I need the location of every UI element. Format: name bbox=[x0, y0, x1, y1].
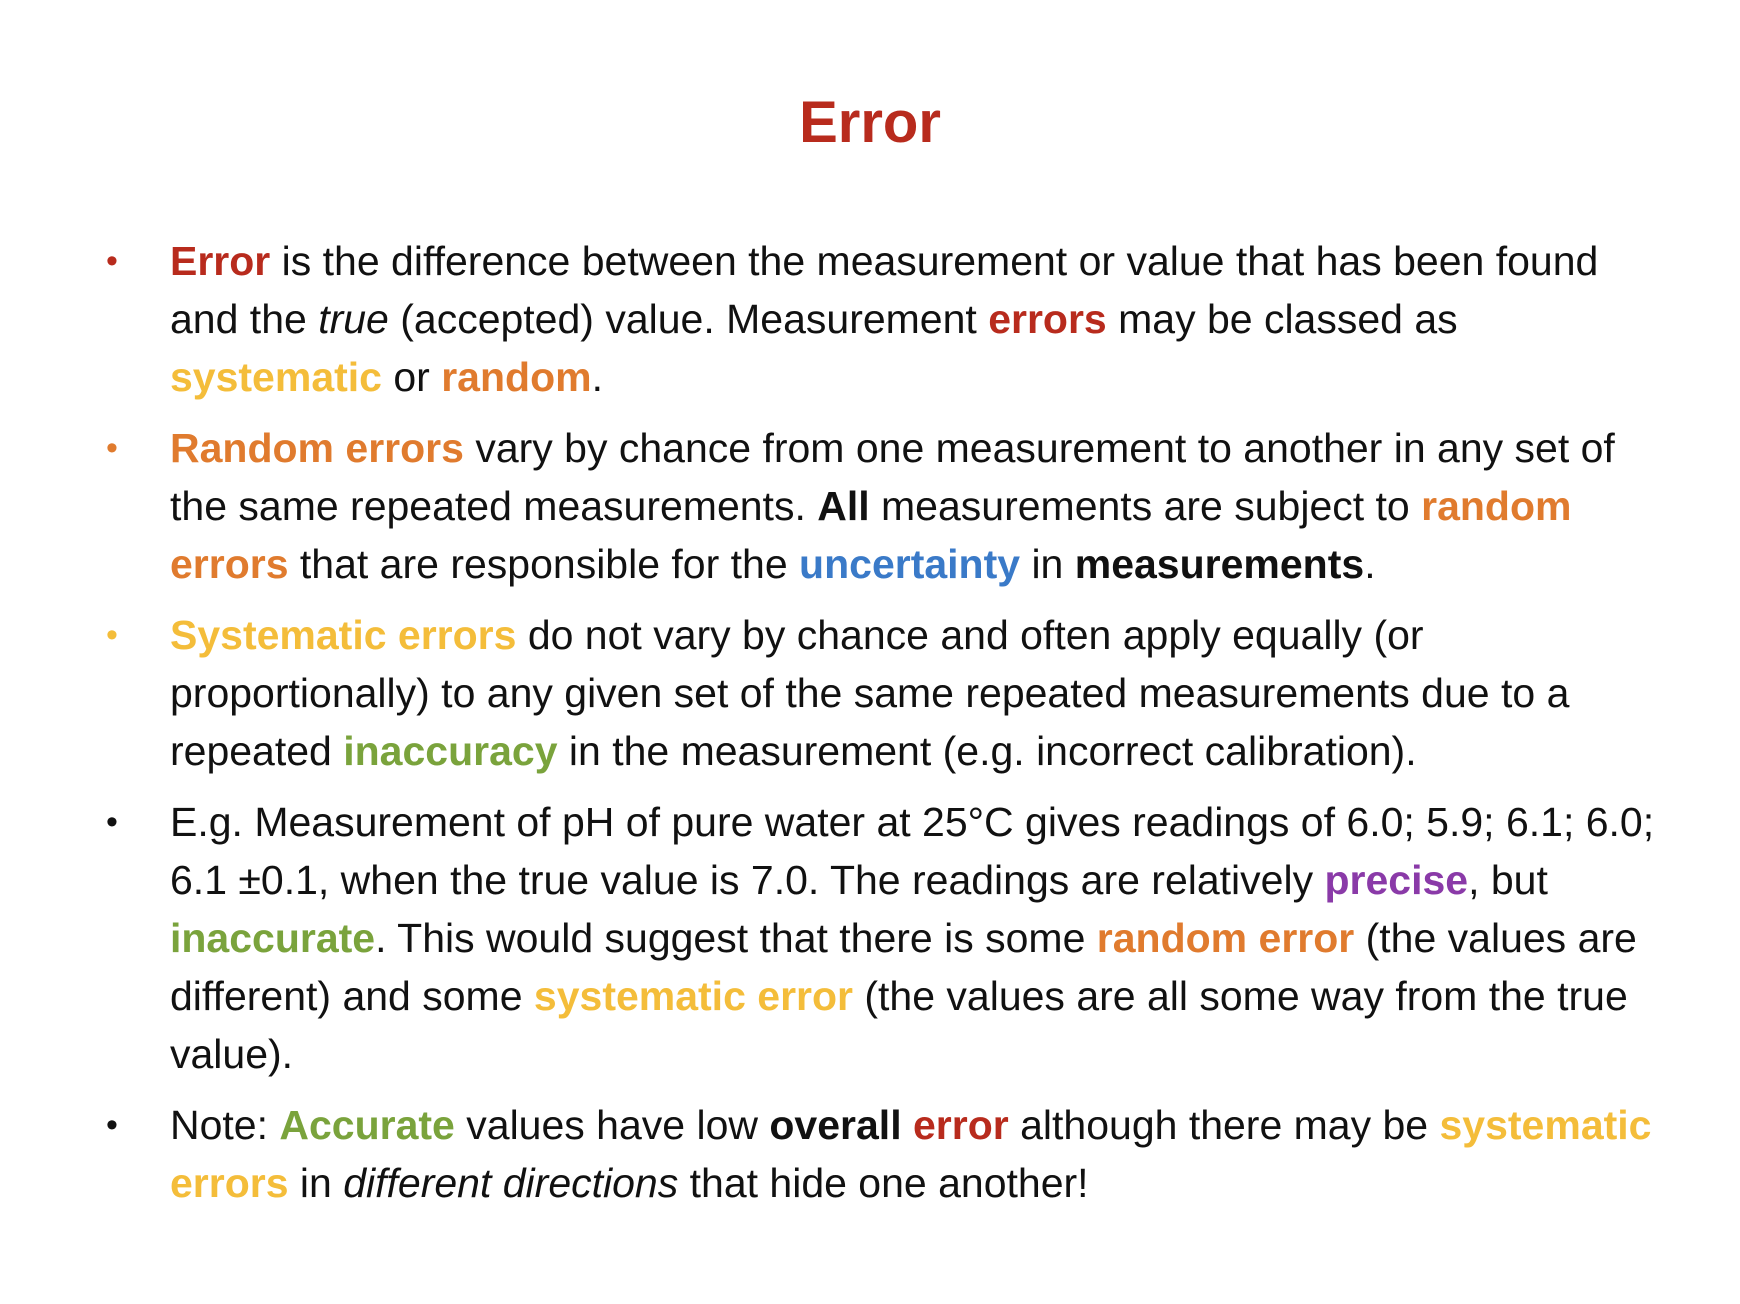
bullet-marker-icon: • bbox=[106, 616, 118, 654]
bullet-list bbox=[100, 232, 1660, 1225]
bullet-text-run: systematic errors bbox=[170, 1102, 1652, 1206]
bullet-text-run: random errors bbox=[170, 483, 1572, 587]
bullet-text-run: inaccuracy bbox=[343, 728, 558, 774]
bullet-text-run: may be classed as bbox=[1106, 296, 1458, 342]
bullet-text-run: . bbox=[591, 354, 603, 400]
bullet-text-run: uncertainty bbox=[799, 541, 1021, 587]
bullet-text-run: random error bbox=[1096, 915, 1355, 961]
bullet-text-run: . bbox=[1364, 541, 1376, 587]
bullet-item bbox=[100, 793, 1660, 1083]
bullet-text-run: overall bbox=[769, 1102, 902, 1148]
bullet-marker-icon: • bbox=[106, 803, 118, 841]
bullet-text-run: precise bbox=[1324, 857, 1469, 903]
bullet-text-run: All bbox=[817, 483, 870, 529]
bullet-marker-icon: • bbox=[106, 1106, 118, 1144]
bullet-text-run: random bbox=[441, 354, 592, 400]
bullet-text-run: E.g. Measurement of pH of pure water at 25°C gives readings of 6.0; 5.9; 6.1; 6.0; 6.1 ±0.1, when the true value is 7.0. The readings are relatively bbox=[170, 799, 1655, 903]
bullet-text-run: (the values are different) and some bbox=[170, 915, 1637, 1019]
slide-title: Error bbox=[799, 90, 941, 155]
bullet-text-run: in the measurement (e.g. incorrect calibration). bbox=[557, 728, 1417, 774]
bullet-text-run: (the values are all some way from the true value). bbox=[170, 973, 1628, 1077]
bullet-text-run: that hide one another! bbox=[678, 1160, 1089, 1206]
bullet-text-run: Note: bbox=[170, 1102, 280, 1148]
bullet-text-run: measurements bbox=[1074, 541, 1365, 587]
bullet-text-run: systematic error bbox=[533, 973, 853, 1019]
bullet-text-run: is the difference between the measurement or value that has been found and the bbox=[170, 238, 1599, 342]
bullet-item bbox=[100, 606, 1660, 780]
bullet-item bbox=[100, 1096, 1660, 1212]
bullet-item bbox=[100, 232, 1660, 406]
bullet-marker-icon: • bbox=[106, 429, 118, 467]
bullet-text-run: do not vary by chance and often apply equally (or proportionally) to any given set of the same repeated measurements due to a repeated bbox=[170, 612, 1570, 774]
bullet-text-run: Accurate bbox=[279, 1102, 455, 1148]
bullet-text-run: in bbox=[1020, 541, 1075, 587]
bullet-text-run: or bbox=[381, 354, 442, 400]
bullet-text-run: values have low bbox=[454, 1102, 770, 1148]
bullet-text-run: vary by chance from one measurement to another in any set of the same repeated measurements. bbox=[170, 425, 1615, 529]
bullet-text-run: in bbox=[288, 1160, 344, 1206]
bullet-text-run: errors bbox=[988, 296, 1107, 342]
bullet-text-run: true bbox=[318, 296, 389, 342]
bullet-text-run: Systematic errors bbox=[170, 612, 517, 658]
bullet-text-run: systematic bbox=[170, 354, 382, 400]
bullet-item bbox=[100, 419, 1660, 593]
bullet-text-run bbox=[902, 1102, 913, 1148]
bullet-text-run: that are responsible for the bbox=[288, 541, 800, 587]
bullet-text-run: , but bbox=[1468, 857, 1548, 903]
bullet-text-run: . This would suggest that there is some bbox=[375, 915, 1097, 961]
bullet-text-run: measurements are subject to bbox=[869, 483, 1422, 529]
bullet-text-run: inaccurate bbox=[170, 915, 376, 961]
bullet-marker-icon: • bbox=[106, 242, 118, 280]
bullet-text-run: (accepted) value. Measurement bbox=[388, 296, 989, 342]
bullet-text-run: Error bbox=[170, 238, 271, 284]
bullet-text-run: Random errors bbox=[170, 425, 464, 471]
bullet-text-run: error bbox=[913, 1102, 1009, 1148]
bullet-text-run: although there may be bbox=[1008, 1102, 1440, 1148]
bullet-text-run: different directions bbox=[343, 1160, 679, 1206]
